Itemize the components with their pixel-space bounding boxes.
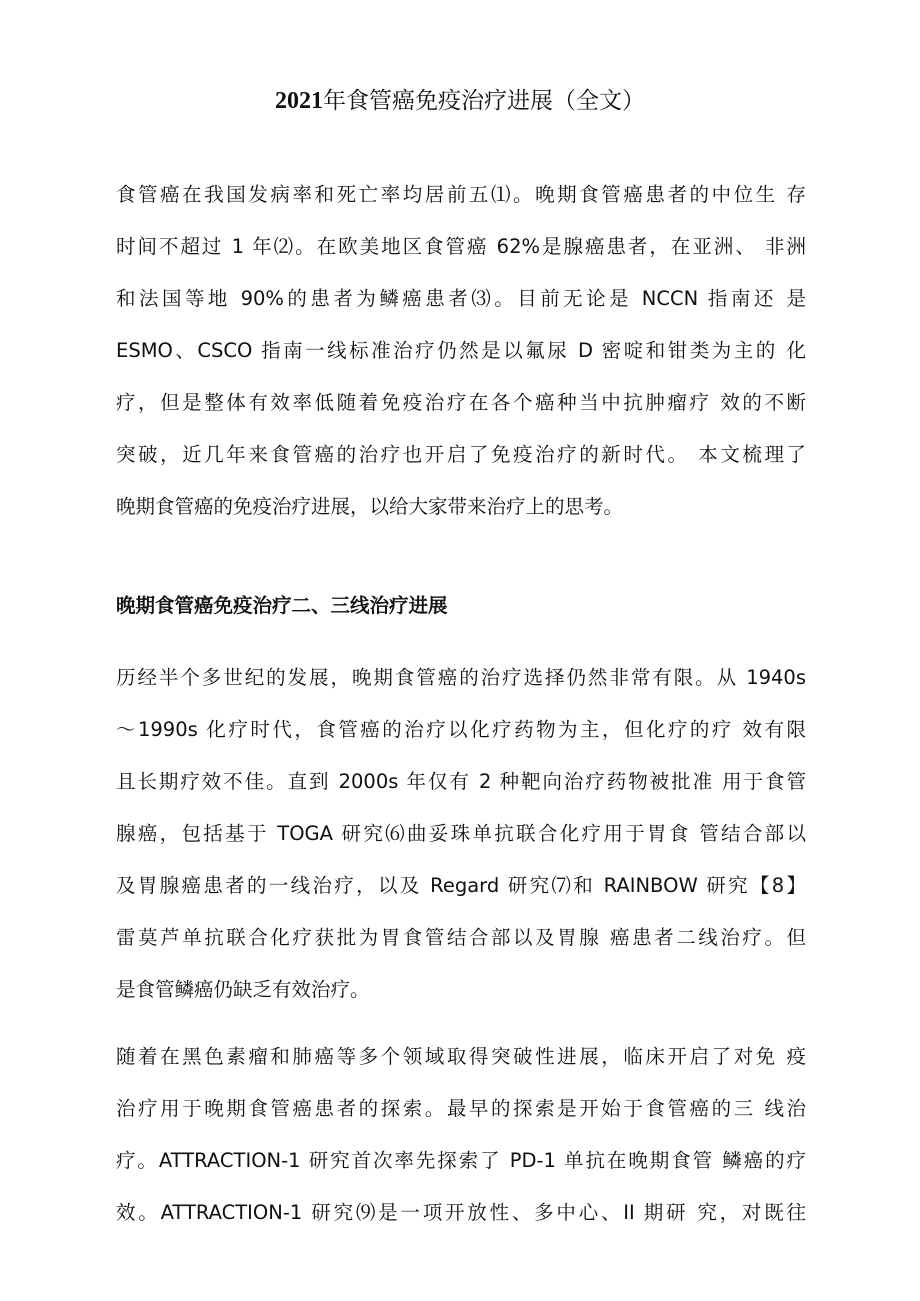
- paragraph-line: 疗。ATTRACTION-1 研究首次率先探索了 PD-1 单抗在晚期食管 鳞癌的疗: [116, 1149, 806, 1172]
- paragraph-line: 晚期食管癌的免疫治疗进展，以给大家带来治疗上的思考。: [116, 495, 624, 518]
- paragraph-line: 食管癌在我国发病率和死亡率均居前五⑴。晚期食管癌患者的中位生 存: [116, 183, 806, 206]
- paragraph-line: 腺癌，包括基于 TOGA 研究⑹曲妥珠单抗联合化疗用于胃食 管结合部以: [116, 822, 806, 845]
- paragraph-history: [116, 652, 806, 1016]
- paragraph-line: 雷莫芦单抗联合化疗获批为胃食管结合部以及胃腺 癌患者二线治疗。但: [116, 926, 806, 949]
- paragraph-line: ～1990s 化疗时代，食管癌的治疗以化疗药物为主，但化疗的疗 效有限: [116, 718, 806, 741]
- paragraph-line: 随着在黑色素瘤和肺癌等多个领域取得突破性进展，临床开启了对免 疫: [116, 1045, 806, 1068]
- paragraph-line: 是食管鳞癌仍缺乏有效治疗。: [116, 978, 370, 1001]
- paragraph-line: 及胃腺癌患者的一线治疗，以及 Regard 研究⑺和 RAINBOW 研究【8】: [116, 874, 806, 897]
- paragraph-line: 历经半个多世纪的发展，晚期食管癌的治疗选择仍然非常有限。从 1940s: [116, 666, 806, 689]
- paragraph-line: ESMO、CSCO 指南一线标准治疗仍然是以氟尿 D 密啶和钳类为主的 化: [116, 339, 806, 362]
- paragraph-line: 时间不超过 1 年⑵。在欧美地区食管癌 62%是腺癌患者，在亚洲、 非洲: [116, 235, 806, 258]
- section-heading: 晚期食管癌免疫治疗二、三线治疗进展: [116, 594, 448, 617]
- document-title: [0, 84, 920, 118]
- title-text: 年食管癌免疫治疗进展（全文）: [323, 88, 645, 114]
- paragraph-line: 治疗用于晚期食管癌患者的探索。最早的探索是开始于食管癌的三 线治: [116, 1097, 806, 1120]
- paragraph-line: 突破，近几年来食管癌的治疗也开启了免疫治疗的新时代。 本文梳理了: [116, 443, 806, 466]
- paragraph-intro: [116, 169, 806, 533]
- paragraph-line: 效。ATTRACTION-1 研究⑼是一项开放性、多中心、II 期研 究，对既往: [116, 1201, 806, 1224]
- paragraph-line: 疗，但是整体有效率低随着免疫治疗在各个癌种当中抗肿瘤疗 效的不断: [116, 391, 806, 414]
- paragraph-immunotherapy: [116, 1031, 806, 1239]
- paragraph-line: 和法国等地 90%的患者为鳞癌患者⑶。目前无论是 NCCN 指南还 是: [116, 287, 806, 310]
- paragraph-line: 且长期疗效不佳。直到 2000s 年仅有 2 种靶向治疗药物被批准 用于食管: [116, 770, 806, 793]
- title-year: 2021: [275, 88, 323, 114]
